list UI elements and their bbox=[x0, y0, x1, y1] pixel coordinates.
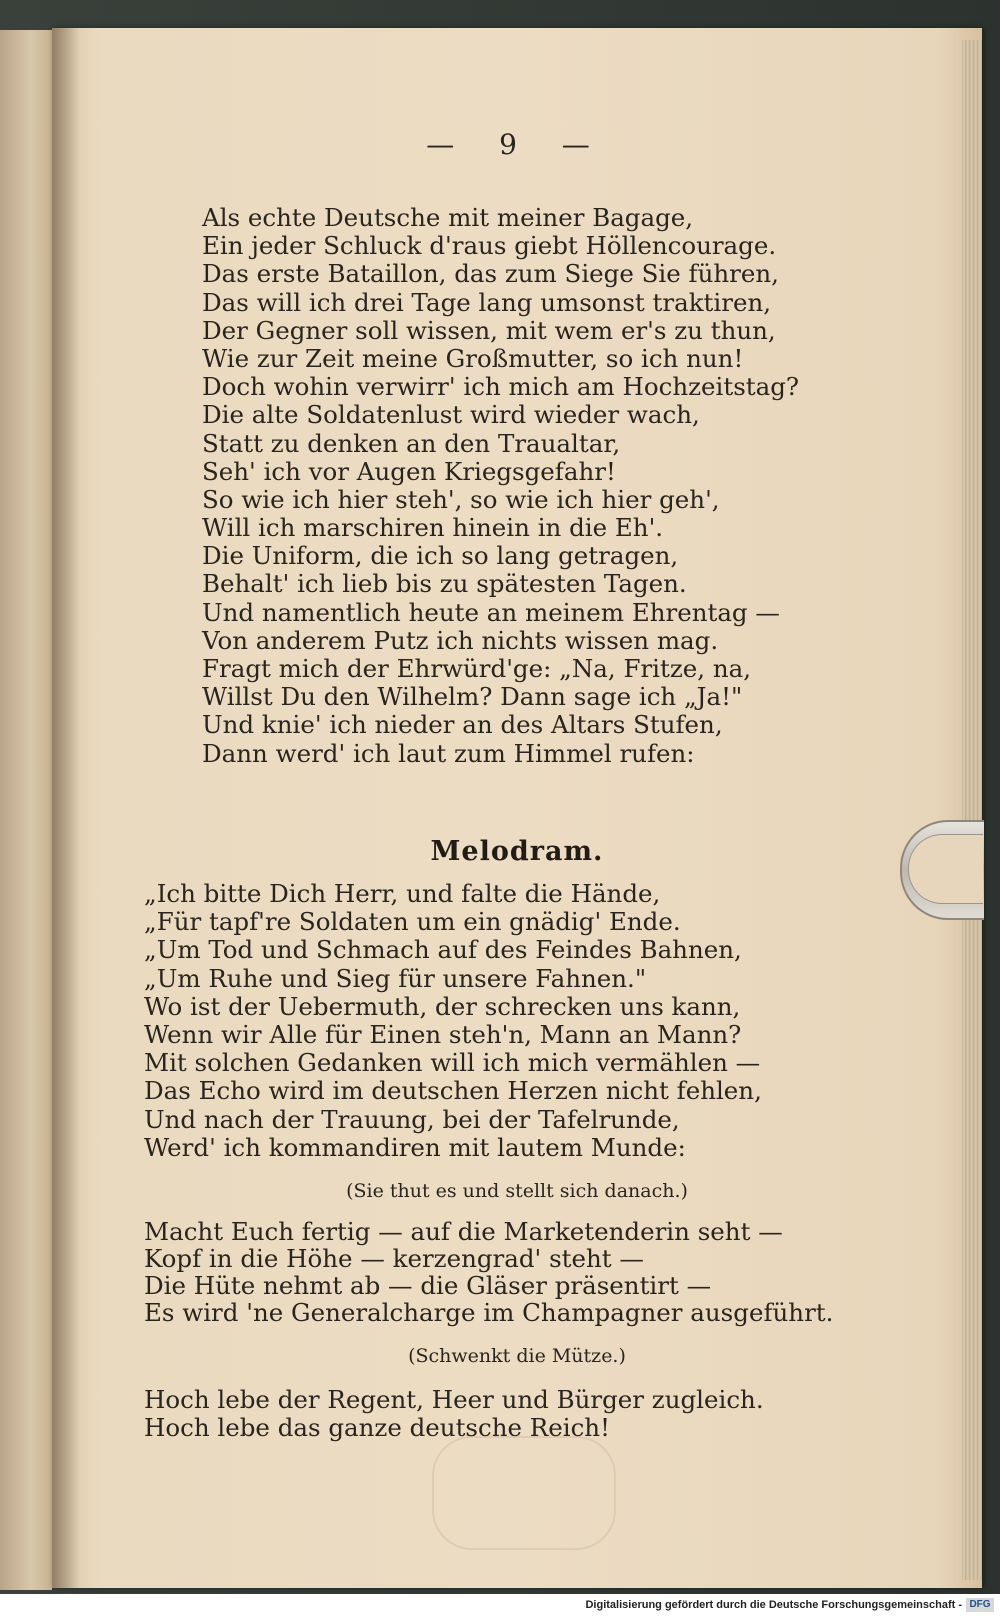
melodram-line: Wenn wir Alle für Einen steh'n, Mann an Mann? bbox=[144, 1019, 742, 1049]
melodram-line: „Ich bitte Dich Herr, und falte die Hände, bbox=[144, 879, 661, 908]
page-edges bbox=[962, 40, 982, 1580]
closing-block bbox=[144, 1386, 964, 1442]
verse-line: Die Uniform, die ich so lang getragen, bbox=[202, 541, 679, 571]
verse-line: So wie ich hier steh', so wie ich hier geh', bbox=[202, 484, 720, 514]
melodram-line: „Für tapf're Soldaten um ein gnädig' Ende. bbox=[144, 907, 681, 937]
verse-line: Das will ich drei Tage lang umsonst traktiren, bbox=[202, 287, 772, 317]
melodram-line: Und nach der Trauung, bei der Tafelrunde, bbox=[144, 1104, 680, 1134]
commands-block bbox=[144, 1218, 964, 1326]
melodram-line: Mit solchen Gedanken will ich mich vermählen — bbox=[144, 1048, 761, 1078]
command-line: Es wird 'ne Generalcharge im Champagner ausgeführt. bbox=[144, 1298, 834, 1327]
verse-line: Als echte Deutsche mit meiner Bagage, bbox=[202, 203, 694, 232]
spine-shadow bbox=[52, 28, 80, 1588]
footer-credit: Digitalisierung gefördert durch die Deutsche Forschungsgemeinschaft - bbox=[585, 1599, 962, 1611]
verse-line: Dann werd' ich laut zum Himmel rufen: bbox=[202, 738, 695, 768]
verse-line: Seh' ich vor Augen Kriegsgefahr! bbox=[202, 456, 616, 486]
melodram-line: „Um Tod und Schmach auf des Feindes Bahnen, bbox=[144, 935, 742, 965]
verse-line: Fragt mich der Ehrwürd'ge: „Na, Fritze, na, bbox=[202, 654, 752, 683]
verse-line: Die alte Soldatenlust wird wieder wach, bbox=[202, 400, 700, 430]
closing-line: Hoch lebe das ganze deutsche Reich! bbox=[144, 1413, 610, 1443]
melodram-block bbox=[144, 880, 964, 1162]
command-line: Kopf in die Höhe — kerzengrad' steht — bbox=[144, 1244, 644, 1273]
faded-library-stamp bbox=[432, 1436, 616, 1550]
verse-line: Statt zu denken an den Traualtar, bbox=[202, 428, 621, 458]
verse-line: Behalt' ich lieb bis zu spätesten Tagen. bbox=[202, 569, 687, 599]
book-page bbox=[52, 28, 982, 1588]
command-line: Die Hüte nehmt ab — die Gläser präsentirt — bbox=[144, 1271, 712, 1300]
verse-line: Willst Du den Wilhelm? Dann sage ich „Ja!" bbox=[202, 682, 743, 712]
verse-line: Von anderem Putz ich nichts wissen mag. bbox=[202, 625, 719, 655]
dfg-logo-icon: DFG bbox=[966, 1598, 994, 1612]
verse-block bbox=[202, 204, 962, 768]
page-number: — 9 — bbox=[426, 128, 608, 161]
left-page-edge bbox=[0, 30, 52, 1590]
verse-line: Will ich marschiren hinein in die Eh'. bbox=[202, 513, 664, 543]
verse-line: Ein jeder Schluck d'raus giebt Höllencourage. bbox=[202, 231, 777, 261]
verse-line: Und knie' ich nieder an des Altars Stufen, bbox=[202, 710, 723, 740]
command-line: Macht Euch fertig — auf die Marketenderin seht — bbox=[144, 1217, 783, 1246]
verse-line: Wie zur Zeit meine Großmutter, so ich nun! bbox=[202, 343, 744, 373]
stage-direction: (Schwenkt die Mütze.) bbox=[408, 1345, 626, 1367]
verse-line: Doch wohin verwirr' ich mich am Hochzeitstag? bbox=[202, 372, 800, 402]
verse-line: Und namentlich heute an meinem Ehrentag — bbox=[202, 597, 780, 627]
melodram-line: Das Echo wird im deutschen Herzen nicht fehlen, bbox=[144, 1076, 762, 1106]
section-heading: Melodram. bbox=[430, 836, 604, 867]
verse-line: Das erste Bataillon, das zum Siege Sie führen, bbox=[202, 259, 779, 289]
closing-line: Hoch lebe der Regent, Heer und Bürger zugleich. bbox=[144, 1385, 764, 1414]
stage-direction: (Sie thut es und stellt sich danach.) bbox=[346, 1180, 688, 1202]
melodram-line: „Um Ruhe und Sieg für unsere Fahnen." bbox=[144, 963, 647, 993]
melodram-line: Werd' ich kommandiren mit lautem Munde: bbox=[144, 1132, 686, 1162]
verse-line: Der Gegner soll wissen, mit wem er's zu thun, bbox=[202, 315, 776, 345]
melodram-line: Wo ist der Uebermuth, der schrecken uns kann, bbox=[144, 991, 741, 1021]
paper-clip-inner bbox=[908, 834, 983, 904]
